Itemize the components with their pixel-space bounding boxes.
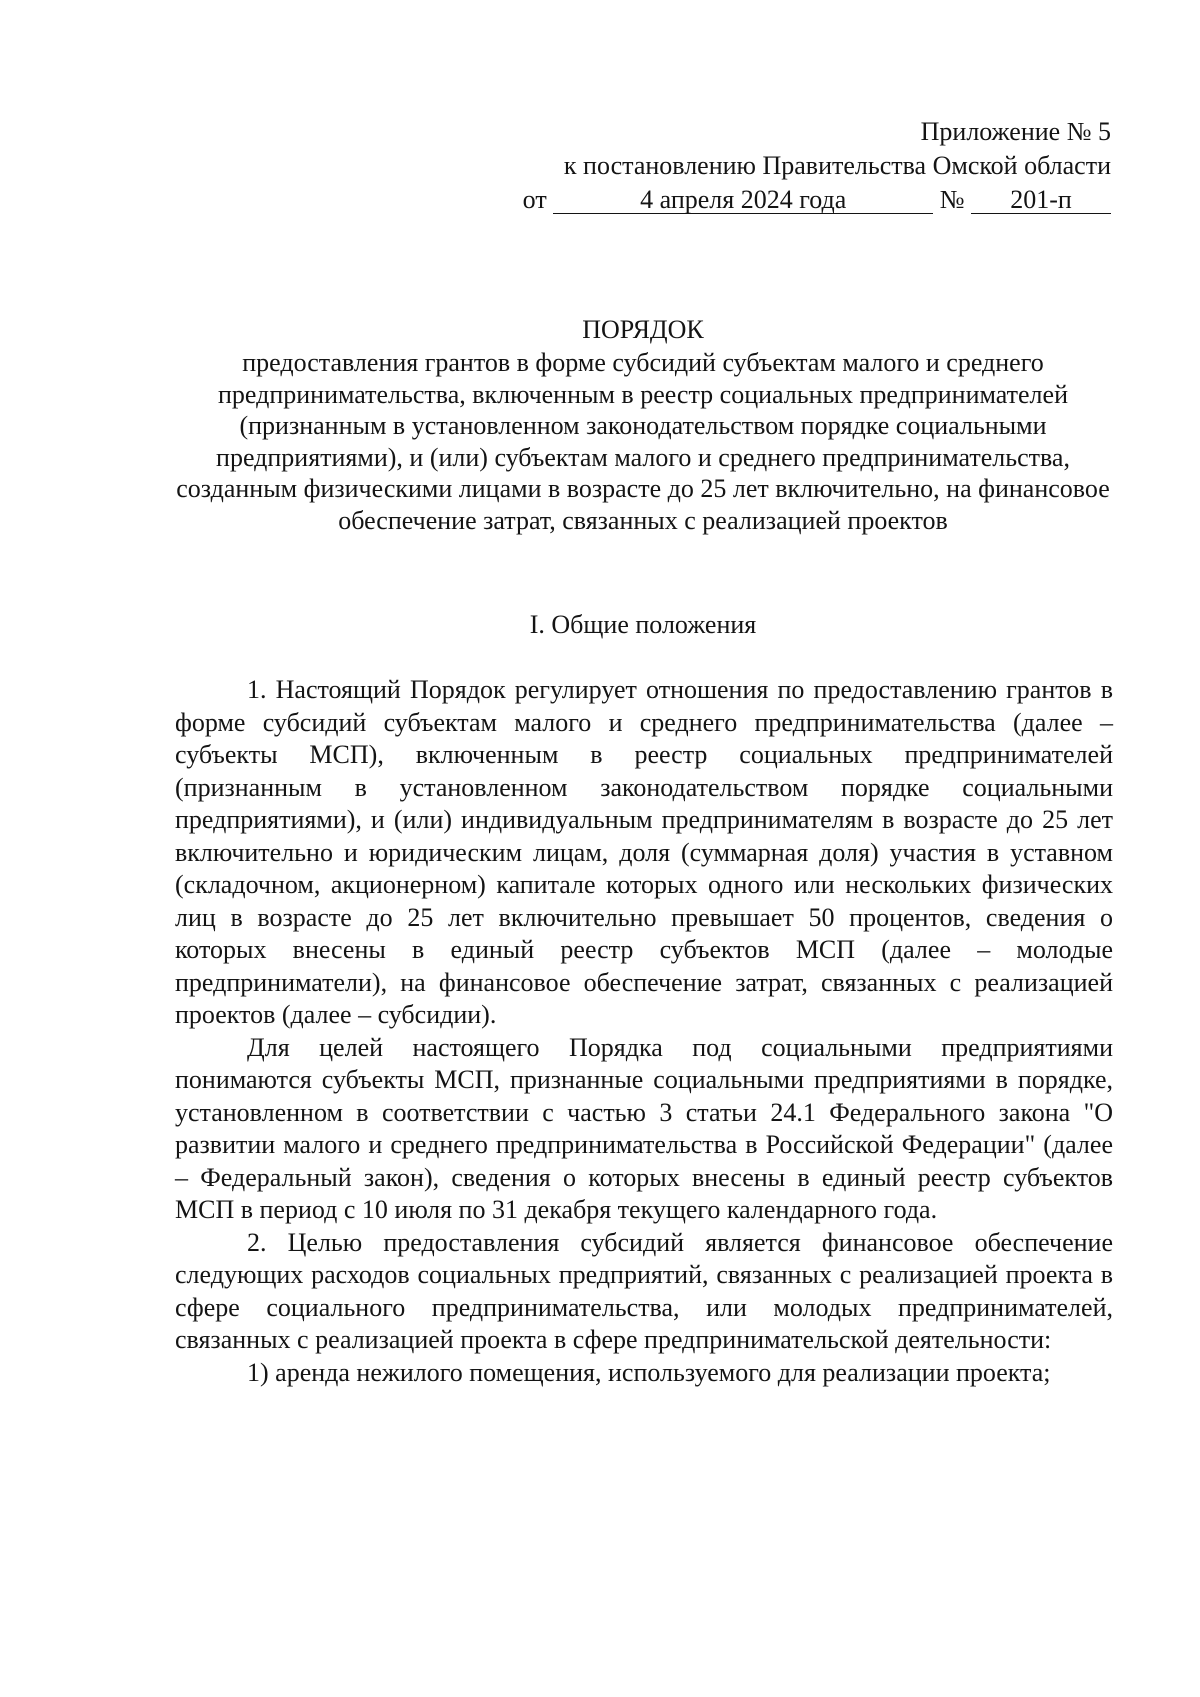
from-label: от xyxy=(522,185,547,214)
number-label: № xyxy=(939,185,965,214)
document-subtitle: предоставления грантов в форме субсидий субъектам малого и среднего предпринимательства, включенным в реестр социальных предпринимателей (признанным в установленном законодательством порядке социальными предприятиями), и (или) субъектам малого и среднего предпринимательства, созданным физическими лицами в возрасте до 25 лет включительно, на финансовое обеспечение затрат, связанных с реализацией проектов xyxy=(176,348,1110,535)
paragraph-2: Для целей настоящего Порядка под социальными предприятиями понимаются субъекты МСП, признанные социальными предприятиями в порядке, установленном в соответствии с частью 3 статьи 24.1 Федерального закона "О развитии малого и среднего предпринимательства в Российской Федерации" (далее – Федеральный закон), сведения о которых внесены в единый реестр субъектов МСП в период с 10 июля по 31 декабря текущего календарного года. xyxy=(175,1032,1113,1224)
section-body xyxy=(175,674,1113,1389)
paragraph-1: 1. Настоящий Порядок регулирует отношения по предоставлению грантов в форме субсидий субъектам малого и среднего предпринимательства (далее – субъекты МСП), включенным в реестр социальных предпринимателей (признанным в установленном законодательством порядке социальными предприятиями), и (или) индивидуальным предпринимателям в возрасте до 25 лет включительно и юридическим лицам, доля (суммарная доля) участия в уставном (складочном, акционерном) капитале которых одного или нескольких физических лиц в возрасте до 25 лет включительно превышает 50 процентов, сведения о которых внесены в единый реестр субъектов МСП (далее – молодые предприниматели), на финансовое обеспечение затрат, связанных с реализацией проектов (далее – субсидии). xyxy=(175,675,1113,1029)
document-title: ПОРЯДОК xyxy=(582,315,704,344)
appendix-number: Приложение № 5 xyxy=(920,117,1111,146)
resolution-reference: к постановлению Правительства Омской области xyxy=(563,151,1111,180)
paragraph-4: 1) аренда нежилого помещения, используемого для реализации проекта; xyxy=(247,1357,1051,1387)
resolution-number: 201-п xyxy=(971,187,1111,214)
section-heading: I. Общие положения xyxy=(529,610,757,639)
resolution-date-line xyxy=(523,183,1111,217)
resolution-date: 4 апреля 2024 года xyxy=(553,187,933,214)
paragraph-3: 2. Целью предоставления субсидий является финансовое обеспечение следующих расходов социальных предприятий, связанных с реализацией проекта в сфере социального предпринимательства, или молодых предпринимателей, связанных с реализацией проекта в сфере предпринимательской деятельности: xyxy=(175,1227,1113,1354)
